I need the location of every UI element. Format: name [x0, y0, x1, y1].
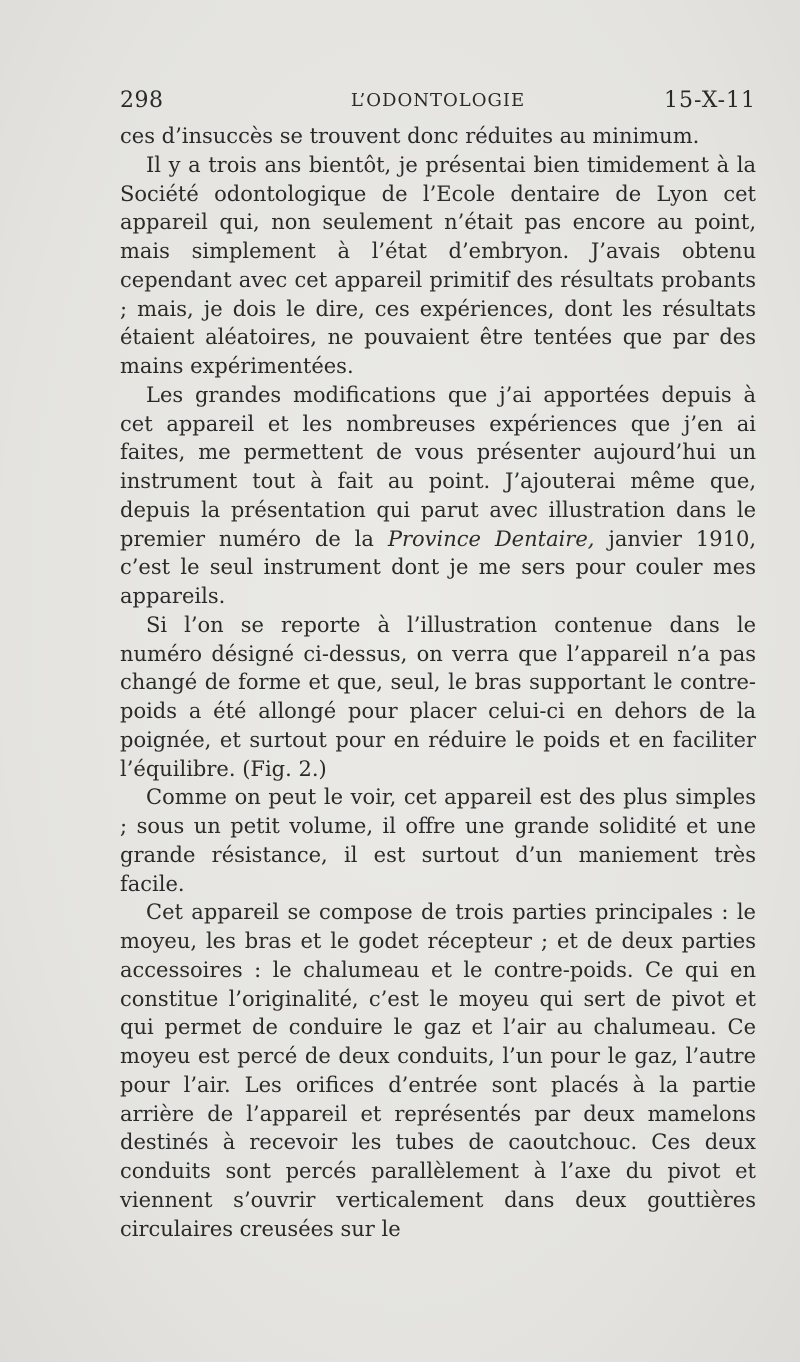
paragraph-text: Les grandes modifications que j’ai apportées depuis à cet appareil et les nombreuses expériences que j’en ai faites, me permettent de vous présenter aujourd’hui un instrument tout à fait au point. J’ajouterai même que, depuis la présentation qui parut avec illustration dans le premier numéro de la — [120, 382, 756, 551]
journal-reference: Province Dentaire, — [387, 526, 595, 551]
paragraph: Cet appareil se compose de trois parties principales : le moyeu, les bras et le godet récepteur ; et de deux parties accessoires : le chalumeau et le contre-poids. Ce qui en constitue l’originalité, c’est le moyeu qui sert de pivot et qui permet de conduire le gaz et l’air au chalumeau. Ce moyeu est percé de deux conduits, l’un pour le gaz, l’autre pour l’air. Les orifices d’entrée sont placés à la partie arrière de l’appareil et représentés par deux mamelons destinés à recevoir les tubes de caoutchouc. Ces deux conduits sont percés parallèlement à l’axe du pivot et viennent s’ouvrir verticalement dans deux gouttières circulaires creusées sur le — [120, 900, 756, 1241]
running-header — [120, 86, 756, 116]
paragraph: Si l’on se reporte à l’illustration contenue dans le numéro désigné ci-dessus, on verra que l’appareil n’a pas changé de forme et que, seul, le bras supportant le contre-poids a été allongé pour placer celui-ci en dehors de la poignée, et surtout pour en réduire le poids et en faciliter l’équilibre. (Fig. 2.) — [120, 612, 756, 781]
paragraph — [120, 381, 756, 611]
paragraph: Il y a trois ans bientôt, je présentai bien timidement à la Société odontologique de l’Ecole dentaire de Lyon cet appareil qui, non seulement n’était pas encore au point, mais simplement à l’état d’embryon. J’avais obtenu cependant avec cet appareil primitif des résultats probants ; mais, je dois le dire, ces expériences, dont les résultats étaient aléatoires, ne pouvaient être tentées que par des mains expérimentées. — [120, 152, 756, 378]
paragraph-text: janvier 1910, c’est le seul instrument dont je me sers pour couler mes appareils. — [120, 526, 756, 608]
paragraph-continuation: ces d’insuccès se trouvent donc réduites au minimum. — [120, 124, 700, 148]
journal-title: L’ODONTOLOGIE — [350, 90, 526, 111]
body-text — [120, 122, 756, 1243]
paragraph: Comme on peut le voir, cet appareil est des plus simples ; sous un petit volume, il offre une grande solidité et une grande résistance, il est surtout d’un maniement très facile. — [120, 785, 756, 896]
page-number: 298 — [120, 88, 164, 113]
issue-date: 15-X-11 — [664, 88, 756, 113]
